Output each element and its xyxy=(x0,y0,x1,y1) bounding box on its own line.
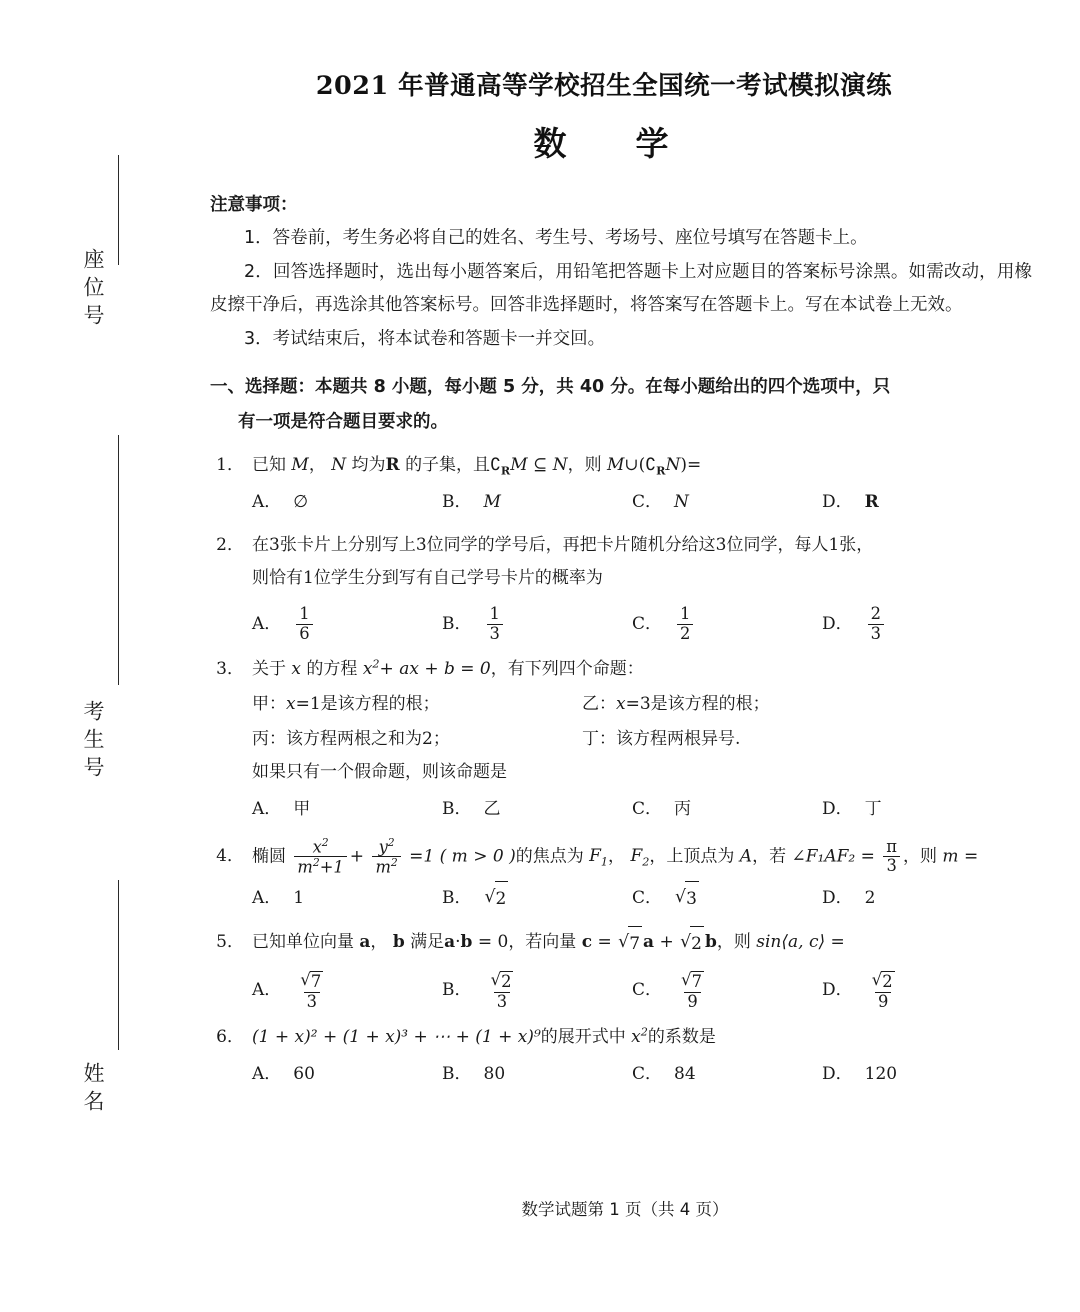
q3-option-d-label: D． xyxy=(822,799,853,820)
q3-prop-jia: 甲：x=1是该方程的根； xyxy=(252,693,440,714)
q1-text-c: 均为 xyxy=(351,454,386,475)
q4-option-c[interactable] xyxy=(632,881,822,916)
q1-var-n3: N xyxy=(665,454,681,475)
q1-option-a-label: A． xyxy=(252,491,282,512)
q4-vertex-a: A xyxy=(739,846,753,867)
q1-var-n2: N xyxy=(552,454,568,475)
question-6 xyxy=(210,1021,1032,1091)
seat-number-rule xyxy=(118,155,119,265)
q3-prop-ding: 丁：该方程两根异号. xyxy=(582,729,741,750)
q4-option-b[interactable] xyxy=(442,881,632,916)
question-2-stem-line2: 则恰有1位学生分到写有自己学号卡片的概率为 xyxy=(252,568,603,589)
q5-sin-expr: sin⟨a, c⟩ = xyxy=(756,932,845,953)
q2-option-a-value: $\frac{1}{6}$ xyxy=(296,605,312,643)
q3-text-a: 关于 xyxy=(252,658,286,679)
q3-text-b: 的方程 xyxy=(306,658,358,679)
exam-content xyxy=(170,191,1080,1091)
q3-option-b[interactable] xyxy=(442,793,632,826)
q4-text-a: 椭圆 xyxy=(252,846,286,867)
q4-frac1-den: $m^2+1$ xyxy=(294,856,346,877)
q1-option-d[interactable] xyxy=(822,486,1012,519)
q1-var-n: N xyxy=(331,454,347,475)
q6-option-b-label: B． xyxy=(442,1063,472,1084)
q2-option-d-label: D． xyxy=(822,613,853,634)
q1-option-b-label: B． xyxy=(442,491,472,512)
q4-option-b-label: B． xyxy=(442,887,472,908)
q5-dot: · xyxy=(455,932,461,953)
q2-option-a[interactable] xyxy=(252,605,442,643)
question-3-prop-row-1 xyxy=(210,688,1032,721)
question-5 xyxy=(210,926,1032,1011)
q5-text-d: ，若向量 xyxy=(508,932,577,953)
q5-text-a: 已知单位向量 xyxy=(252,932,354,953)
q1-var-r: R xyxy=(385,454,400,475)
sidebar-label-seat-number: 座位号 xyxy=(81,248,105,332)
section-heading-line1: 一、选择题：本题共 8 小题，每小题 5 分，共 40 分。在每小题给出的四个选项中，只 xyxy=(210,377,891,398)
question-4-stem: 椭圆 $\frac{x^2}{m^2+1}$ + $\frac{y^2}{m^2}$ =1 ( m > 0 )的焦点为 $F_1$， $F_2$，上顶点为 A，若 ∠F₁AF₂ = $\frac{\pi}{3}$ ，则 m = xyxy=(252,835,979,877)
q3-option-b-value: 乙 xyxy=(483,799,501,820)
q1-text-a: 已知 xyxy=(252,454,286,475)
q2-option-d[interactable] xyxy=(822,605,1012,643)
q4-m-eq: m = xyxy=(942,846,979,867)
q4-option-a[interactable] xyxy=(252,882,442,915)
q6-text-tail2: 的系数是 xyxy=(647,1026,716,1047)
page-title: 2021 年普通高等学校招生全国统一考试模拟演练 xyxy=(315,71,893,101)
q3-option-d[interactable] xyxy=(822,793,1012,826)
q5-vec-b3: b xyxy=(704,932,717,953)
q4-option-d-label: D． xyxy=(822,887,853,908)
q1-text-d: 的子集，且 xyxy=(405,454,491,475)
q6-option-a[interactable] xyxy=(252,1058,442,1091)
q1-comp-sub-2: R xyxy=(656,463,666,478)
q4-eq-tail: =1 ( m > 0 ) xyxy=(409,846,516,867)
q5-vec-a3: a xyxy=(643,932,655,953)
question-6-stem xyxy=(252,1021,1032,1054)
question-3-prop-row-2 xyxy=(210,723,1032,756)
q5-vec-a2: a xyxy=(444,932,456,953)
q5-option-c-label: C． xyxy=(632,980,663,1001)
q2-option-c[interactable] xyxy=(632,605,822,643)
q5-option-a[interactable] xyxy=(252,971,442,1011)
q1-option-c-label: C． xyxy=(632,491,663,512)
q2-option-d-value: $\frac{2}{3}$ xyxy=(868,605,884,643)
question-5-stem xyxy=(252,926,1032,961)
question-3-stem xyxy=(252,653,1032,686)
q3-prop-yi: 乙：x=3是该方程的根； xyxy=(582,693,770,714)
q3-text-c: ，有下列四个命题： xyxy=(490,658,644,679)
name-rule xyxy=(118,880,119,1050)
sidebar-label-name: 姓名 xyxy=(81,1062,105,1118)
q5-option-b-label: B． xyxy=(442,980,472,1001)
q4-option-a-value: 1 xyxy=(293,887,305,908)
q5-vec-c: c xyxy=(581,932,593,953)
q3-option-d-value: 丁 xyxy=(864,799,882,820)
q3-option-a-value: 甲 xyxy=(293,799,311,820)
q1-text-b: ， xyxy=(308,454,326,475)
q4-option-c-label: C． xyxy=(632,887,663,908)
q3-option-c-value: 丙 xyxy=(674,799,692,820)
q6-option-c[interactable] xyxy=(632,1058,822,1091)
question-6-options xyxy=(210,1058,1032,1091)
question-1-stem: 已知 M， N 均为R 的子集，且$∁_RM$ ⊆ N，则 $M\cup(∁_RN)=$ xyxy=(252,454,702,478)
q4-text-e: ，若 xyxy=(752,846,787,867)
question-5-number: 5． xyxy=(216,932,244,953)
notice-item-1: 1．答卷前，考生务必将自己的姓名、考生号、考场号、座位号填写在答题卡上。 xyxy=(244,228,868,248)
q1-text-f: = xyxy=(686,454,702,475)
q5-sqrt-7: √ 7 xyxy=(618,926,642,961)
q6-expression: (1 + x)² + (1 + x)³ + ⋯ + (1 + x)⁹ xyxy=(252,1026,541,1047)
q6-text-tail: 的展开式中 xyxy=(540,1026,626,1047)
question-5-options xyxy=(210,971,1032,1011)
q4-option-c-value: √ 3 xyxy=(675,881,699,916)
q4-angle-fraction: $\frac{\pi}{3}$ xyxy=(883,838,900,876)
q5-option-a-value: √ 7 3 xyxy=(300,970,322,1011)
q3-prop-bing: 丙：该方程两根之和为2； xyxy=(252,729,450,750)
q1-option-c[interactable] xyxy=(632,486,822,519)
q3-option-c[interactable] xyxy=(632,793,822,826)
q2-option-c-label: C． xyxy=(632,613,663,634)
q5-option-c[interactable] xyxy=(632,971,822,1011)
q4-focus-2: $F_2$ xyxy=(630,846,650,869)
q4-frac2-den: $m^2$ xyxy=(372,856,400,877)
q3-option-c-label: C． xyxy=(632,799,663,820)
question-3-number: 3． xyxy=(216,658,244,679)
q4-option-d[interactable] xyxy=(822,882,1012,915)
q1-option-d-value: R xyxy=(864,491,879,512)
student-number-rule xyxy=(118,435,119,685)
q4-option-b-value: √ 2 xyxy=(485,881,509,916)
question-2-number: 2． xyxy=(216,535,244,556)
q3-option-a[interactable] xyxy=(252,793,442,826)
question-4-number: 4． xyxy=(216,846,244,867)
question-1-number: 1． xyxy=(216,454,244,475)
q6-option-d-value: 120 xyxy=(864,1063,898,1084)
notice-item-3: 3．考试结束后，将本试卷和答题卡一并交回。 xyxy=(244,328,606,349)
q6-option-a-value: 60 xyxy=(293,1063,315,1084)
q4-text-f: ，则 xyxy=(903,846,938,867)
question-2-options xyxy=(210,605,1032,643)
sidebar-label-student-number: 考生号 xyxy=(81,700,105,784)
q4-fraction-2 xyxy=(372,837,400,877)
q4-frac2-num: $y^2$ xyxy=(378,835,395,856)
question-1-options xyxy=(210,486,1032,519)
q5-text-e: ，则 xyxy=(716,932,751,953)
q6-x-squared: $x^2$ xyxy=(631,1025,648,1047)
q1-var-m: M xyxy=(291,454,309,475)
q4-fraction-1 xyxy=(294,837,346,877)
q1-option-b-value: M xyxy=(483,491,501,512)
q6-option-a-label: A． xyxy=(252,1063,282,1084)
notice-heading: 注意事项： xyxy=(210,195,298,215)
q4-option-d-value: 2 xyxy=(864,887,876,908)
question-3-options xyxy=(210,793,1032,826)
q5-vec-b2: b xyxy=(460,932,473,953)
q1-var-m2: M xyxy=(510,454,528,475)
q6-option-b[interactable] xyxy=(442,1058,632,1091)
q4-text-d: ，上顶点为 xyxy=(649,846,735,867)
q1-option-b[interactable] xyxy=(442,486,632,519)
q4-text-b: 的焦点为 xyxy=(515,846,584,867)
q4-text-c: ， xyxy=(608,846,626,867)
q1-option-c-value: N xyxy=(674,491,689,512)
q5-eq-zero: = 0 xyxy=(477,932,509,953)
q4-frac1-num: $x^2$ xyxy=(312,835,329,856)
q5-vec-a: a xyxy=(359,932,371,953)
q4-option-a-label: A． xyxy=(252,887,282,908)
q1-option-d-label: D． xyxy=(822,491,853,512)
q2-option-b[interactable] xyxy=(442,605,632,643)
exam-page xyxy=(170,0,1080,1312)
q5-option-b[interactable] xyxy=(442,971,632,1011)
q6-option-c-label: C． xyxy=(632,1063,663,1084)
q3-equation: $x^2+$ ax + b = 0 xyxy=(362,657,491,679)
subject-title: 数 学 xyxy=(533,124,687,163)
question-3-tail: 如果只有一个假命题，则该命题是 xyxy=(252,762,507,783)
question-6-number: 6． xyxy=(216,1026,244,1047)
q5-option-c-value: √ 7 9 xyxy=(681,970,702,1011)
q1-option-a-value: ∅ xyxy=(293,491,309,512)
q3-var-x: x xyxy=(291,658,301,679)
q3-option-b-label: B． xyxy=(442,799,472,820)
question-2-stem-line1: 在3张卡片上分别写上3位同学的学号后，再把卡片随机分给这3位同学，每人1张， xyxy=(252,535,874,556)
q1-text-e: ，则 xyxy=(567,454,602,475)
q5-sqrt-2: √ 2 xyxy=(680,926,704,961)
q5-plus: + xyxy=(659,932,674,953)
q5-option-a-label: A． xyxy=(252,980,282,1001)
page-footer: 数学试题第 1 页（共 4 页） xyxy=(521,1200,729,1219)
q6-option-d-label: D． xyxy=(822,1063,853,1084)
q4-focus-1: $F_1$ xyxy=(589,846,609,869)
question-4 xyxy=(210,837,1032,917)
notice-item-2: 2．回答选择题时，选出每小题答案后，用铅笔把答题卡上对应题目的答案标号涂黑。如需改动，用橡皮擦干净后，再选涂其他答案标号。回答非选择题时，将答案写在答题卡上。写在本试卷上无效。 xyxy=(210,261,1032,316)
question-4-options xyxy=(210,881,1032,916)
question-2 xyxy=(210,529,1032,643)
q2-option-a-label: A． xyxy=(252,613,282,634)
q5-option-d-label: D． xyxy=(822,980,853,1001)
section-heading xyxy=(210,370,1032,438)
q1-option-a[interactable] xyxy=(252,486,442,519)
q1-comp-sub-1: R xyxy=(500,463,511,478)
q2-option-b-value: $\frac{1}{3}$ xyxy=(487,605,503,643)
q1-var-m3: M xyxy=(606,454,625,475)
q2-option-b-label: B． xyxy=(442,613,472,634)
q5-c-eq: = xyxy=(597,932,612,953)
q5-text-b: ， xyxy=(370,932,388,953)
q6-option-d[interactable] xyxy=(822,1058,1012,1091)
q5-option-d[interactable] xyxy=(822,971,1012,1011)
q5-vec-b: b xyxy=(392,932,405,953)
question-3 xyxy=(210,653,1032,827)
q5-option-b-value: √ 2 3 xyxy=(490,970,512,1011)
q6-option-b-value: 80 xyxy=(483,1063,506,1084)
q3-option-a-label: A． xyxy=(252,799,282,820)
q6-option-c-value: 84 xyxy=(674,1063,696,1084)
section-heading-line2: 有一项是符合题目要求的。 xyxy=(238,411,448,432)
q5-option-d-value: √ 2 9 xyxy=(871,970,893,1011)
question-1 xyxy=(210,449,1032,519)
q2-option-c-value: $\frac{1}{2}$ xyxy=(677,605,693,643)
exam-binding-sidebar xyxy=(0,0,170,1312)
q5-text-c: 满足 xyxy=(410,932,445,953)
q4-angle-expr: ∠F₁AF₂ = xyxy=(791,846,875,867)
